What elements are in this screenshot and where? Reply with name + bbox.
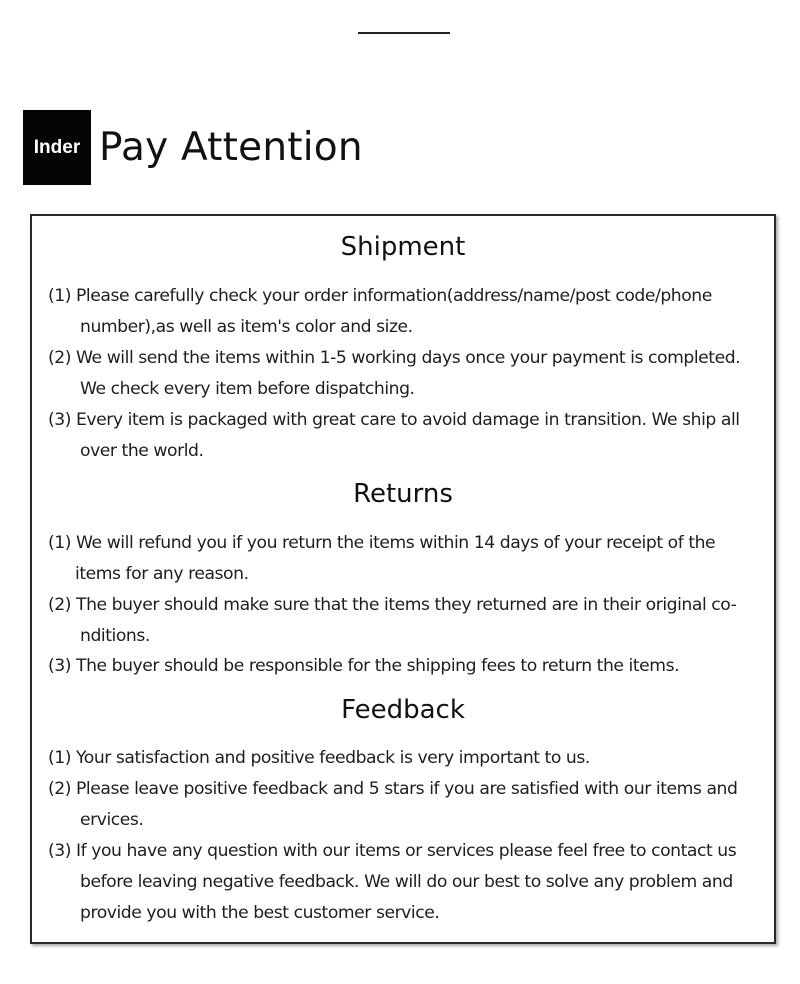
shipment-item-1 [48,281,776,343]
item-text-continued: number),as well as item's color and size. [80,317,413,337]
item-text-continued: ervices. [80,810,144,830]
policy-box [30,214,776,944]
returns-item-2 [48,590,776,652]
item-text: We will refund you if you return the items within 14 days of your receipt of the [76,533,716,553]
item-number: (1) [48,286,71,306]
brand-logo-text: Inder [33,136,81,158]
item-number: (2) [48,779,71,799]
item-text: We will send the items within 1-5 working days once your payment is completed. [76,348,741,368]
returns-item-1 [48,528,776,590]
brand-logo [23,110,91,185]
top-divider [358,32,450,34]
item-text-continued: provide you with the best customer service. [80,903,440,923]
section-title-shipment: Shipment [340,232,466,262]
shipment-item-3 [48,405,776,467]
item-number: (3) [48,841,71,861]
item-text-continued: over the world. [80,441,204,461]
returns-item-3 [48,651,776,682]
item-text: Every item is packaged with great care to avoid damage in transition. We ship all [76,410,740,430]
feedback-item-2 [48,774,776,836]
item-text-continued: nditions. [80,626,150,646]
item-text: If you have any question with our items or services please feel free to contact us [76,841,737,861]
feedback-item-3 [48,836,776,929]
item-text: Your satisfaction and positive feedback is very important to us. [76,748,590,768]
shipment-item-2 [48,343,776,405]
section-title-feedback: Feedback [341,695,465,725]
header [23,110,363,185]
item-text: The buyer should make sure that the items they returned are in their original co- [76,595,737,615]
item-text-continued: before leaving negative feedback. We will do our best to solve any problem and [80,872,733,892]
item-text: The buyer should be responsible for the shipping fees to return the items. [76,656,680,676]
item-text-continued: We check every item before dispatching. [80,379,415,399]
item-number: (1) [48,748,71,768]
item-text: Please leave positive feedback and 5 stars if you are satisfied with our items and [76,779,738,799]
item-number: (3) [48,656,71,676]
item-text-continued: items for any reason. [75,564,249,584]
page-title: Pay Attention [99,125,363,170]
item-number: (3) [48,410,71,430]
section-title-returns: Returns [353,479,453,509]
item-number: (2) [48,348,71,368]
item-text: Please carefully check your order information(address/name/post code/phone [76,286,712,306]
item-number: (1) [48,533,71,553]
feedback-item-1 [48,743,776,774]
item-number: (2) [48,595,71,615]
